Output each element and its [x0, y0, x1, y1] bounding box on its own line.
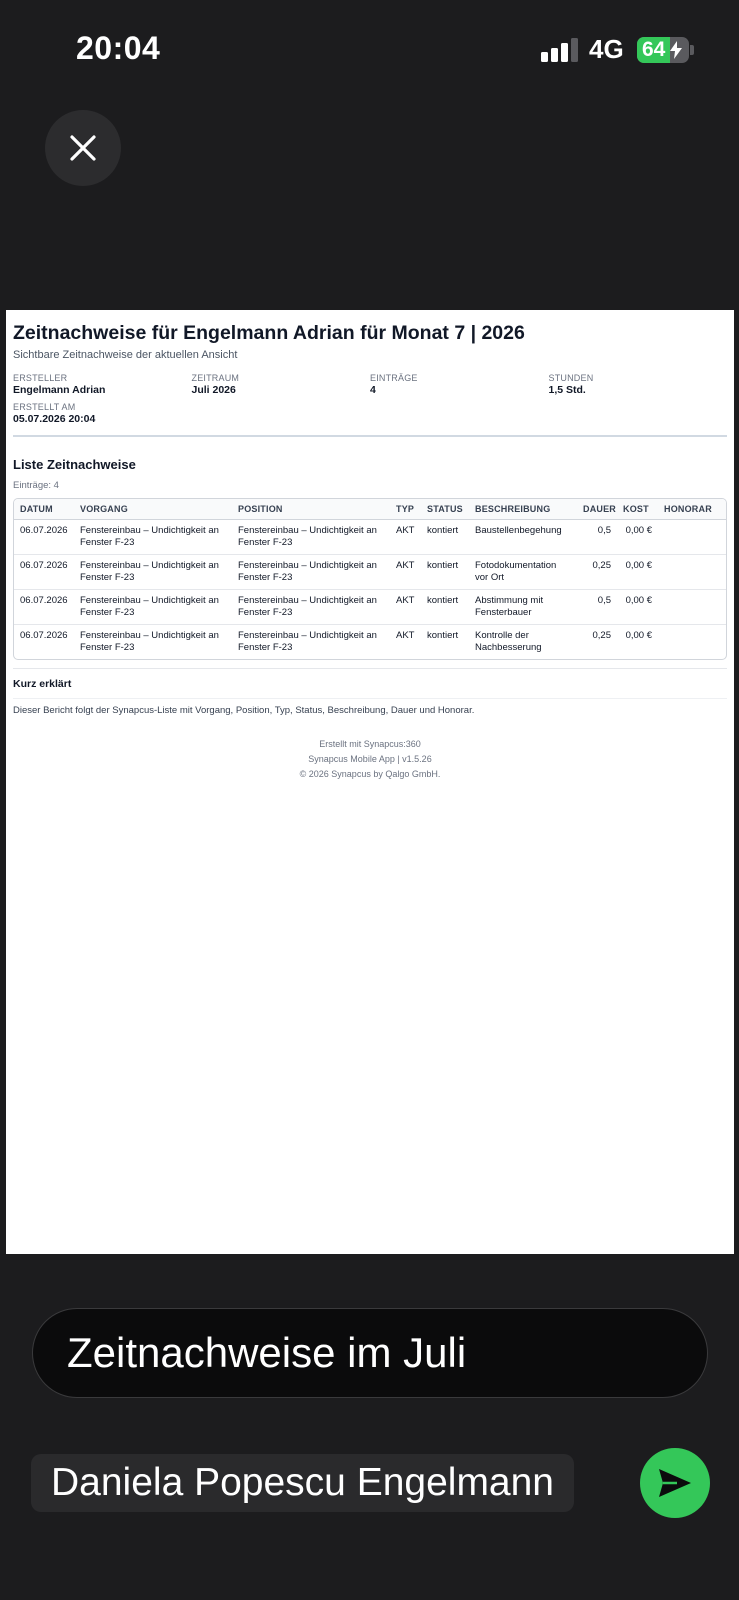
- meta-label: EINTRÄGE: [370, 373, 418, 383]
- cell-honorar: [658, 555, 726, 590]
- cell-kost: 0,00 €: [617, 520, 658, 555]
- cell-position: Fenstereinbau – Undichtigkeit an Fenster F-23: [232, 520, 390, 555]
- battery-indicator: [637, 37, 689, 63]
- send-button[interactable]: [640, 1448, 710, 1518]
- recipient-chip[interactable]: Daniela Popescu Engelmann: [31, 1454, 574, 1512]
- cell-datum: 06.07.2026: [14, 555, 74, 590]
- document-subtitle: Sichtbare Zeitnachweise der aktuellen Ansicht: [13, 349, 238, 361]
- meta-entries: [370, 373, 549, 396]
- cell-honorar: [658, 625, 726, 660]
- entries-count: Einträge: 4: [13, 480, 59, 491]
- cell-dauer: 0,25: [577, 555, 617, 590]
- cell-status: kontiert: [427, 630, 459, 641]
- cell-position: Fenstereinbau – Undichtigkeit an Fenster F-23: [232, 590, 390, 625]
- cell-status: kontiert: [421, 555, 469, 590]
- footer-line: © 2026 Synapcus by Qalgo GmbH.: [299, 769, 441, 779]
- cell-typ: AKT: [390, 555, 421, 590]
- battery-cap: [690, 45, 694, 55]
- close-button[interactable]: [45, 110, 121, 186]
- cell-dauer: 0,25: [592, 630, 611, 641]
- meta-label: STUNDEN: [548, 373, 594, 383]
- document-title: Zeitnachweise für Engelmann Adrian für Monat 7 | 2026: [13, 322, 525, 344]
- network-label: 4G: [589, 34, 624, 64]
- meta-created: [13, 402, 727, 425]
- divider: [13, 435, 727, 437]
- cell-honorar: [658, 520, 726, 555]
- meta-hours: [549, 373, 728, 396]
- column-header: STATUS: [421, 499, 469, 520]
- column-header: DAUER: [577, 499, 617, 520]
- meta-period: [192, 373, 371, 396]
- explain-text: Dieser Bericht folgt der Synapcus-Liste mit Vorgang, Position, Typ, Status, Beschreibung, Dauer und Honorar.: [13, 705, 475, 716]
- cell-position: Fenstereinbau – Undichtigkeit an Fenster F-23: [232, 555, 390, 590]
- cell-beschreibung: Kontrolle der Nachbesserung: [475, 630, 542, 653]
- meta-value: 1,5 Std.: [548, 384, 586, 396]
- meta-label: ERSTELLER: [13, 373, 68, 383]
- time-entries-table: [13, 498, 727, 660]
- column-header: KOST: [617, 499, 658, 520]
- cell-datum: 06.07.2026: [14, 590, 74, 625]
- column-header: BESCHREIBUNG: [469, 499, 577, 520]
- meta-grid: [13, 373, 727, 396]
- battery-level: 64: [642, 38, 666, 61]
- cell-vorgang: Fenstereinbau – Undichtigkeit an Fenster F-23: [74, 590, 232, 625]
- column-header: DATUM: [14, 499, 74, 520]
- cell-typ: AKT: [390, 520, 421, 555]
- cell-typ: AKT: [390, 590, 421, 625]
- cell-datum: 06.07.2026: [14, 520, 74, 555]
- explain-title: Kurz erklärt: [13, 678, 72, 690]
- meta-value: 05.07.2026 20:04: [13, 413, 96, 425]
- cell-honorar: [658, 590, 726, 625]
- table-row: [14, 520, 726, 555]
- cell-kost: 0,00 €: [625, 630, 652, 641]
- cell-status: kontiert: [421, 520, 469, 555]
- column-header: HONORAR: [658, 499, 726, 520]
- meta-label: ERSTELLT AM: [13, 402, 76, 412]
- cell-vorgang: Fenstereinbau – Undichtigkeit an Fenster F-23: [74, 555, 232, 590]
- meta-value: Juli 2026: [191, 384, 236, 396]
- column-header: TYP: [390, 499, 421, 520]
- status-time: 20:04: [76, 30, 161, 66]
- table-row: [14, 590, 726, 625]
- document-preview: [6, 310, 734, 1254]
- cell-status: kontiert: [421, 590, 469, 625]
- list-title: Liste Zeitnachweise: [13, 457, 136, 472]
- cell-datum: 06.07.2026: [20, 630, 68, 641]
- table-row: [14, 555, 726, 590]
- document-footer: [13, 737, 727, 782]
- cell-position: Fenstereinbau – Undichtigkeit an Fenster F-23: [238, 630, 377, 653]
- divider: [13, 668, 727, 669]
- cell-beschreibung: Fotodokumentation vor Ort: [469, 555, 577, 590]
- bolt-icon: [670, 41, 682, 59]
- footer-line: Erstellt mit Synapcus:360: [319, 739, 421, 749]
- cell-kost: 0,00 €: [617, 590, 658, 625]
- cell-dauer: 0,5: [577, 590, 617, 625]
- close-icon: [69, 134, 97, 162]
- cell-beschreibung: Baustellenbegehung: [469, 520, 577, 555]
- status-bar: [0, 0, 739, 100]
- cell-dauer: 0,5: [577, 520, 617, 555]
- meta-label: ZEITRAUM: [191, 373, 240, 383]
- send-icon: [657, 1467, 693, 1499]
- column-header: POSITION: [232, 499, 390, 520]
- meta-value: 4: [370, 384, 376, 396]
- cell-typ: AKT: [396, 630, 415, 641]
- cell-vorgang: Fenstereinbau – Undichtigkeit an Fenster F-23: [74, 520, 232, 555]
- column-header: VORGANG: [74, 499, 232, 520]
- footer-line: Synapcus Mobile App | v1.5.26: [308, 754, 432, 764]
- cell-beschreibung: Abstimmung mit Fensterbauer: [469, 590, 577, 625]
- table-header-row: [14, 499, 726, 520]
- table-row: [14, 625, 726, 660]
- divider: [13, 698, 727, 699]
- signal-icon: [541, 38, 579, 62]
- meta-value: Engelmann Adrian: [13, 384, 106, 396]
- meta-creator: [13, 373, 192, 396]
- title-input[interactable]: Zeitnachweise im Juli: [32, 1308, 708, 1398]
- cell-kost: 0,00 €: [617, 555, 658, 590]
- cell-vorgang: Fenstereinbau – Undichtigkeit an Fenster F-23: [80, 630, 219, 653]
